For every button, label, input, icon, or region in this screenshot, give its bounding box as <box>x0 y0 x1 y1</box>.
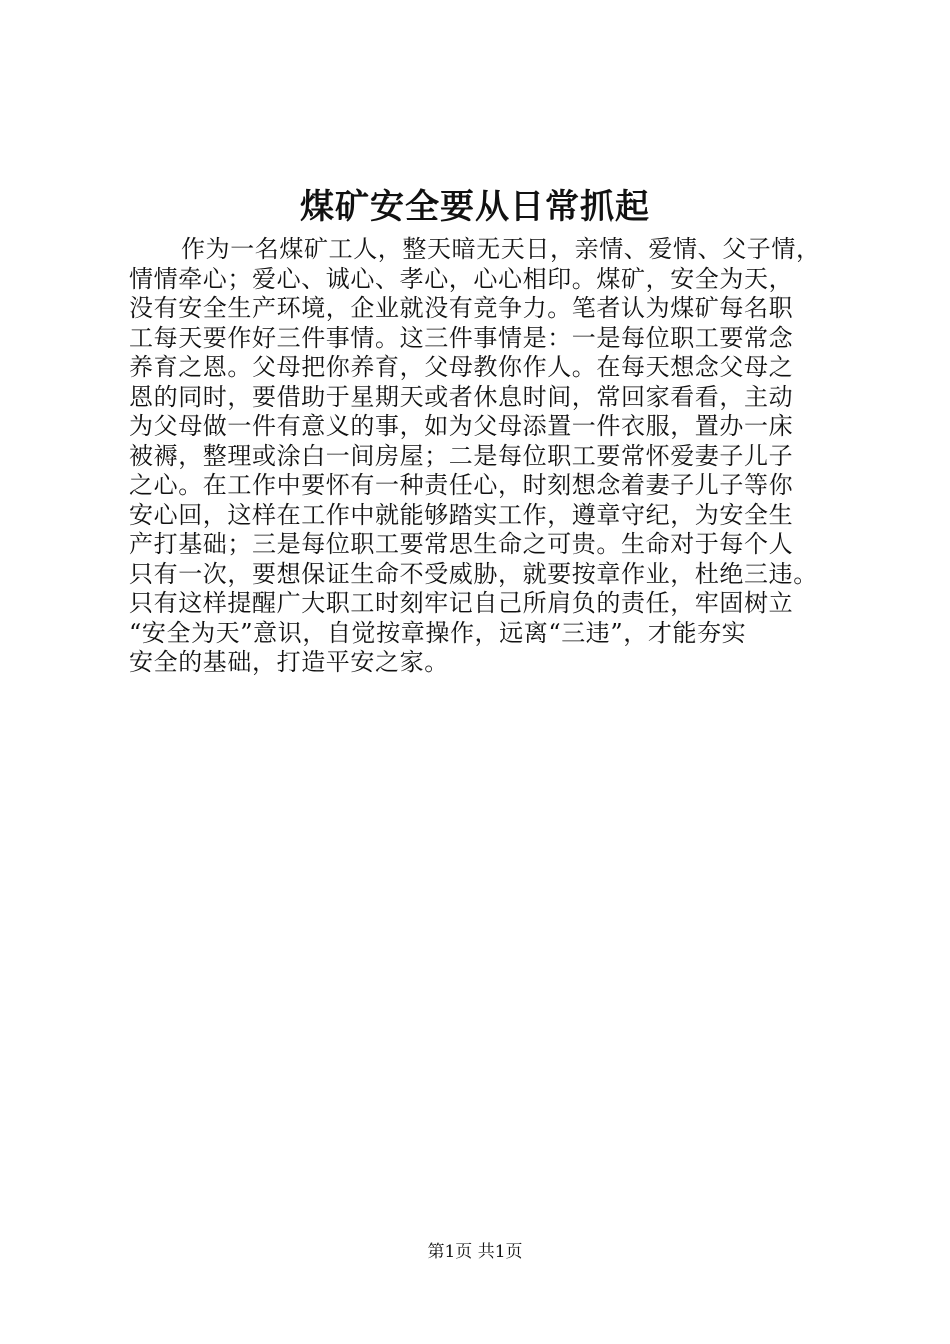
body-line: 之心。在工作中要怀有一种责任心，时刻想念着妻子儿子等你 <box>129 471 794 499</box>
body-line: 安心回，这样在工作中就能够踏实工作，遵章守纪，为安全生 <box>129 500 794 529</box>
body-line: 作为一名煤矿工人，整天暗无天日，亲情、爱情、父子情， <box>181 235 821 263</box>
body-line: 安全的基础，打造平安之家。 <box>129 648 449 676</box>
body-line: 工每天要作好三件事情。这三件事情是：一是每位职工要常念 <box>129 323 794 352</box>
body-line: 养育之恩。父母把你养育，父母教你作人。在每天想念父母之 <box>129 353 794 381</box>
page-footer: 第1页 共1页 <box>427 1242 523 1262</box>
body-line: 只有这样提醒广大职工时刻牢记自己所肩负的责任，牢固树立 <box>129 589 794 617</box>
body-line: 被褥，整理或涂白一间房屋；二是每位职工要常怀爱妻子儿子 <box>129 441 794 470</box>
body-line: 只有一次，要想保证生命不受威胁，就要按章作业，杜绝三违。 <box>129 559 818 588</box>
body-line: “安全为天”意识，自觉按章操作，远离“三违”，才能夯实 <box>129 618 747 647</box>
body-line: 恩的同时，要借助于星期天或者休息时间，常回家看看，主动 <box>129 382 794 411</box>
body-line: 没有安全生产环境，企业就没有竞争力。笔者认为煤矿每名职 <box>129 294 794 322</box>
body-line: 产打基础；三是每位职工要常思生命之可贵。生命对于每个人 <box>129 530 794 558</box>
document-body <box>129 235 864 678</box>
document-title: 煤矿安全要从日常抓起 <box>300 187 650 227</box>
body-line: 情情牵心；爱心、诚心、孝心，心心相印。煤矿，安全为天， <box>129 264 794 293</box>
body-line: 为父母做一件有意义的事，如为父母添置一件衣服，置办一床 <box>129 412 794 440</box>
